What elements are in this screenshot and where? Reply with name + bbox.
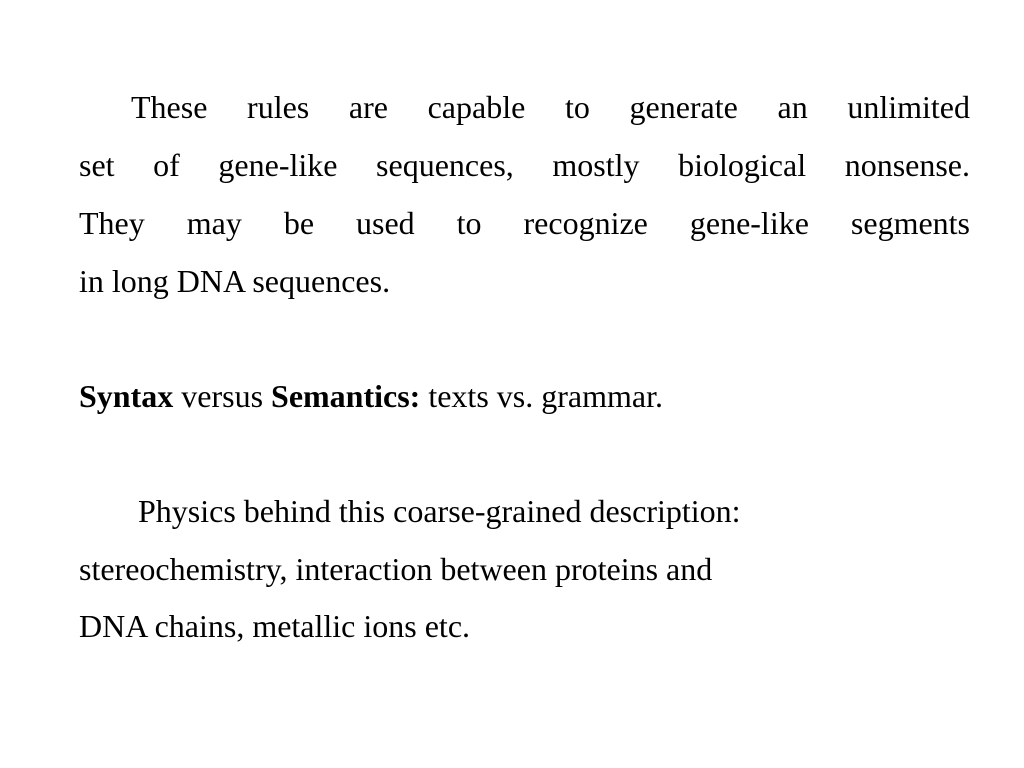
paragraph-rules-line-3: They may be used to recognize gene-like segments [79,205,970,241]
paragraph-physics-line-2: stereochemistry, interaction between proteins and [79,551,713,587]
term-syntax: Syntax [79,378,174,414]
paragraph-rules-line-2: set of gene-like sequences, mostly biological nonsense. [79,147,970,183]
paragraph-physics-line-3: DNA chains, metallic ions etc. [79,608,471,644]
paragraph-rules-line-4: in long DNA sequences. [79,263,391,299]
syntax-semantics-line [79,378,663,414]
term-semantics: Semantics: [271,378,421,414]
connector-versus: versus [181,378,264,414]
paragraph-physics-line-1: Physics behind this coarse-grained description: [138,493,741,529]
syntax-line-rest: texts vs. grammar. [428,378,663,414]
paragraph-rules-line-1: These rules are capable to generate an unlimited [131,89,970,125]
